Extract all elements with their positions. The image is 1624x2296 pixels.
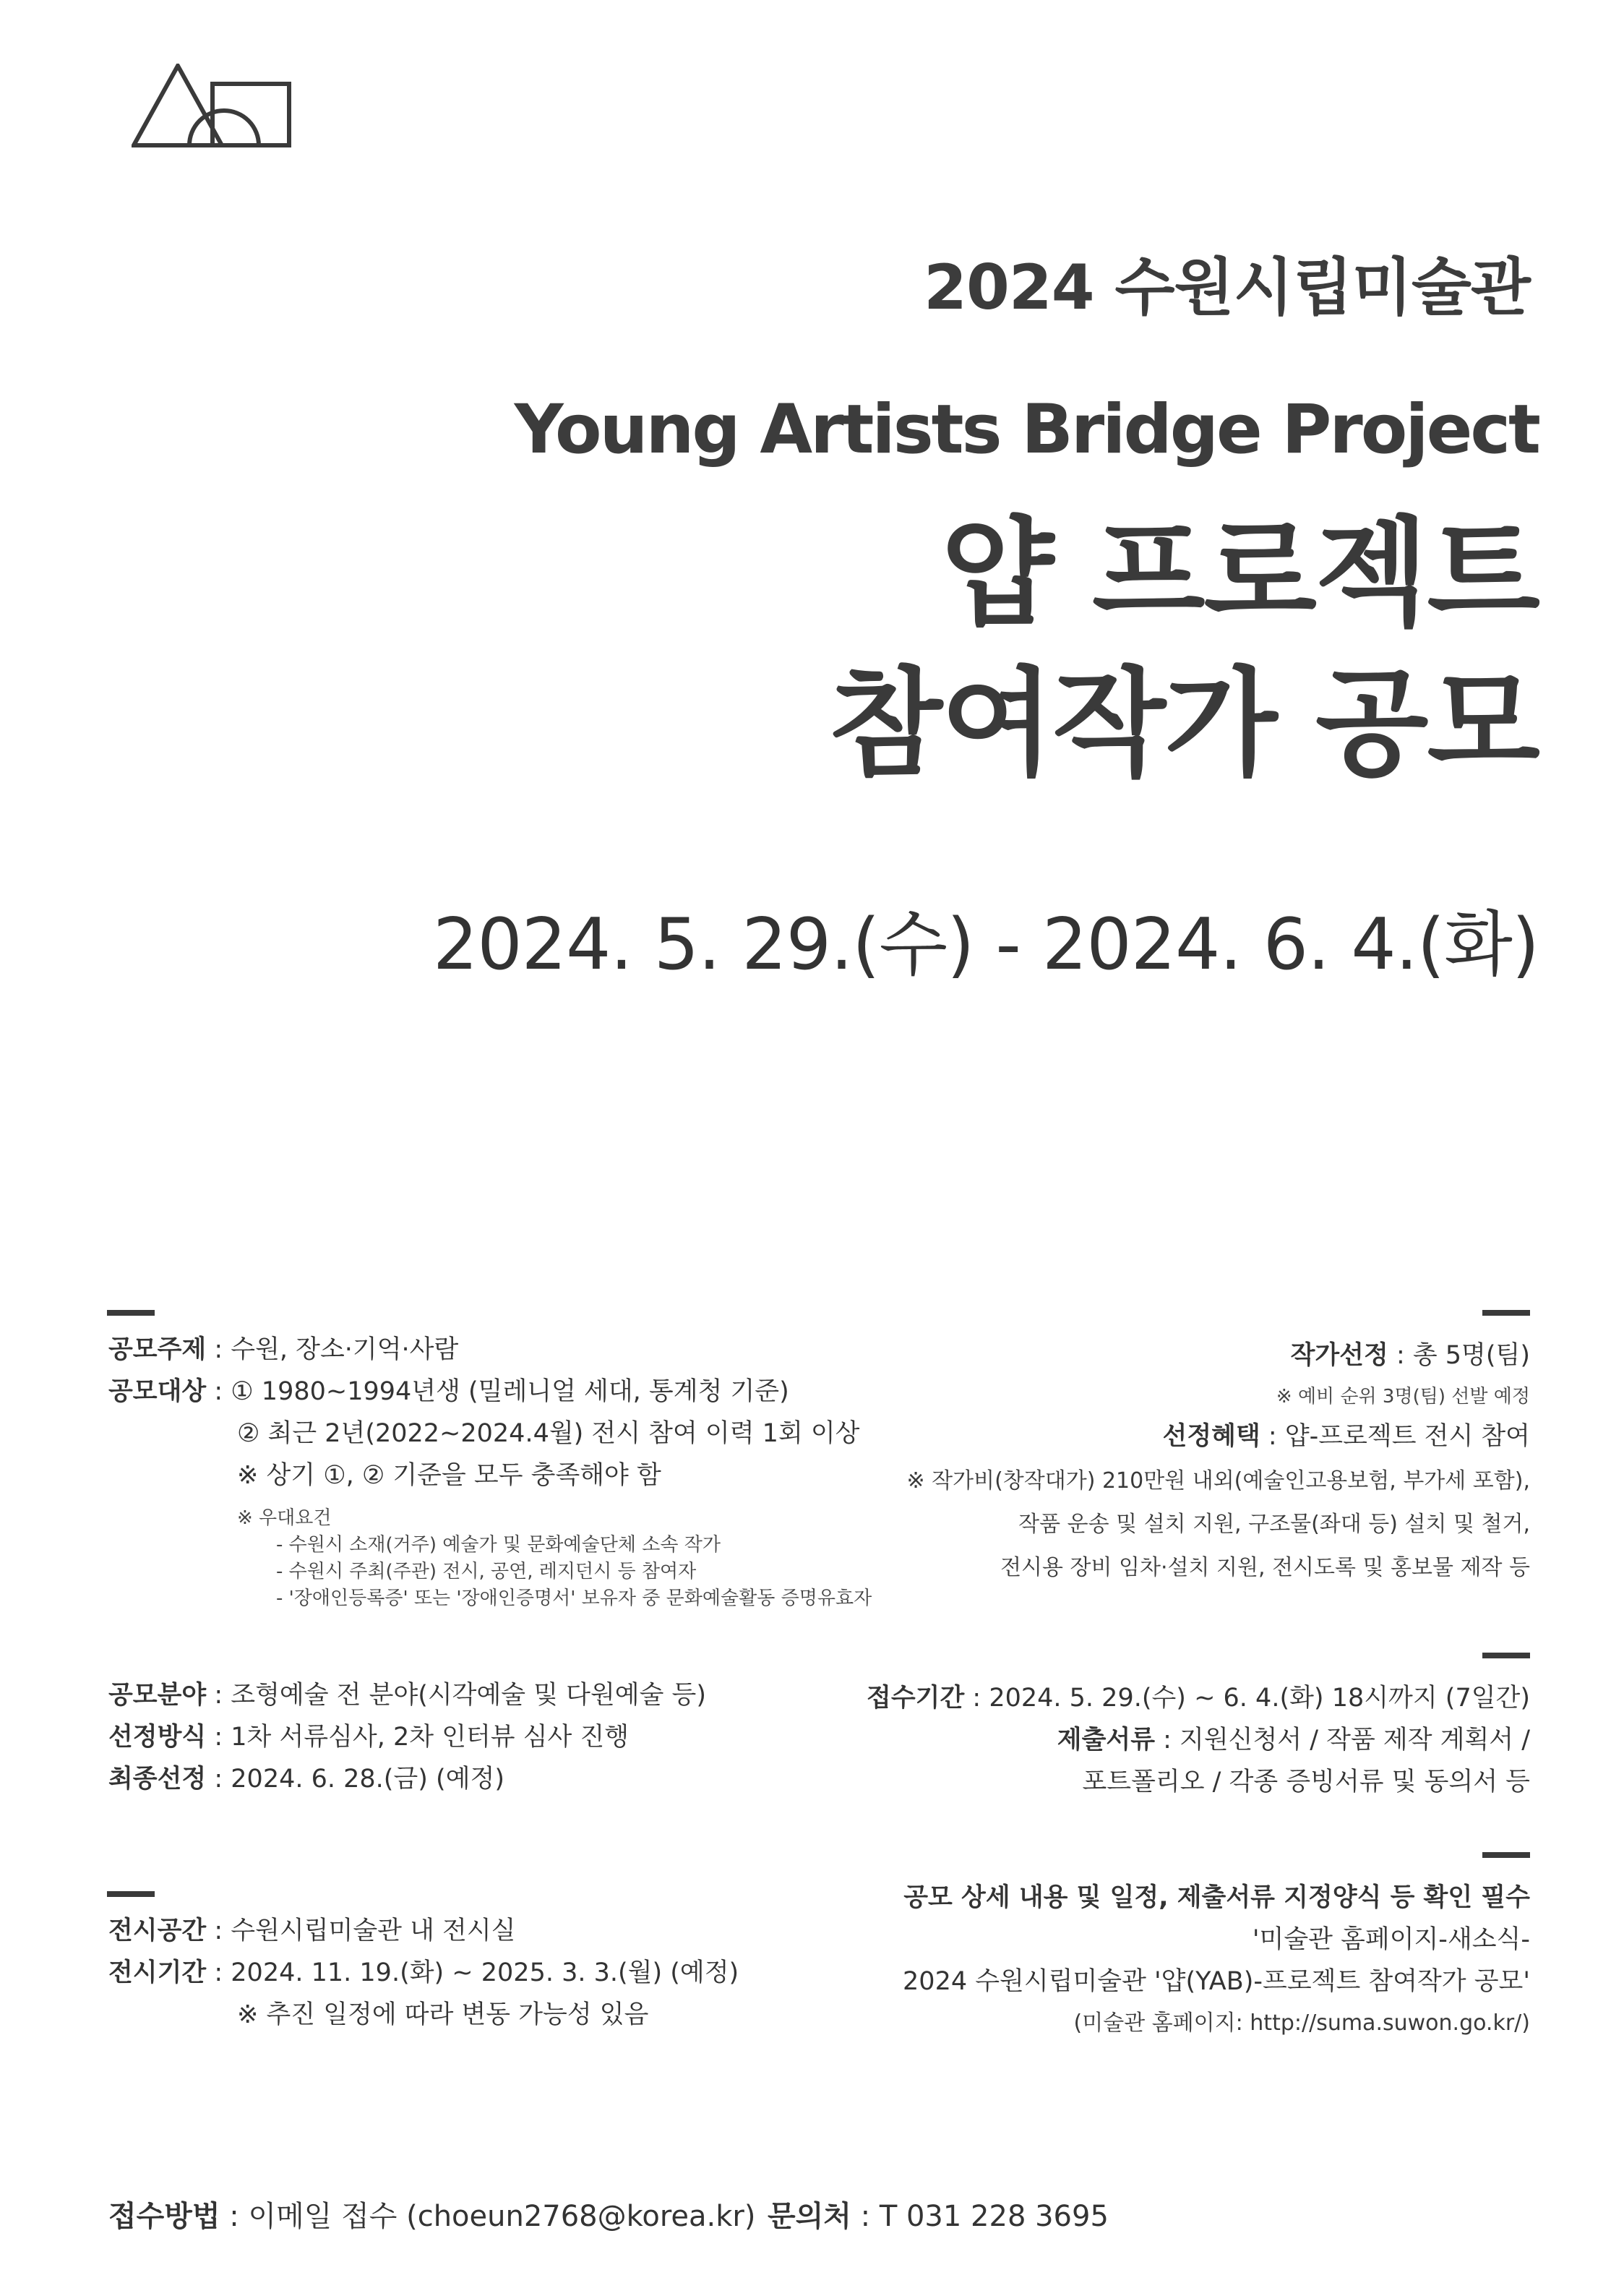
final-value: : 2024. 6. 28.(금) (예정) [206,1765,504,1794]
expo-period-row [108,1952,739,1994]
info-line1: '미술관 홈페이지-새소식- [1252,1925,1530,1954]
theme-row [108,1329,458,1371]
target-label: 공모대상 [108,1377,207,1406]
receipt-row [867,1677,1530,1719]
info-line3: (미술관 홈페이지: http://suma.suwon.go.kr/) [1073,2010,1530,2036]
preference-title: ※ 우대요건 [237,1507,332,1529]
method-label: 선정방식 [108,1723,207,1752]
benefit-value: : 얍-프로젝트 전시 참여 [1260,1422,1530,1451]
field-value: : 조형예술 전 분야(시각예술 및 다원예술 등) [206,1681,707,1710]
method-value: : 1차 서류심사, 2차 인터뷰 심사 진행 [206,1723,630,1752]
contact [768,2193,1109,2235]
target-line3: ※ 상기 ①, ② 기준을 모두 충족해야 함 [237,1461,661,1490]
korean-title-line1: 얍 프로젝트 [941,506,1539,642]
field-label: 공모분야 [108,1681,207,1710]
contact-label: 문의처 [768,2200,851,2233]
section-divider [107,1891,155,1897]
info-line2: 2024 수원시립미술관 '얍(YAB)-프로젝트 참여작가 공모' [903,1967,1530,1996]
docs-row [1057,1719,1530,1761]
expo-period-label: 전시기간 [108,1958,207,1987]
expo-period-value: : 2024. 11. 19.(화) ~ 2025. 3. 3.(월) (예정) [206,1958,739,1987]
museum-logo [132,64,292,147]
benefit-row [1163,1415,1530,1457]
theme-label: 공모주제 [108,1335,207,1364]
space-label: 전시공간 [108,1916,207,1945]
target-line2: ② 최근 2년(2022~2024.4월) 전시 참여 이력 1회 이상 [237,1419,860,1448]
theme-value: : 수원, 장소·기억·사람 [206,1335,459,1364]
year-title: 2024 수원시립미술관 [924,252,1530,324]
field-row [108,1674,706,1716]
docs-label: 제출서류 [1057,1726,1156,1755]
receipt-label: 접수기간 [867,1684,965,1713]
final-label: 최종선정 [108,1765,207,1794]
preference-item: - 수원시 주최(주관) 전시, 공연, 레지던시 등 참여자 [276,1561,697,1582]
method-row [108,1716,629,1758]
space-value: : 수원시립미술관 내 전시실 [206,1916,516,1945]
section-divider [1482,1852,1530,1858]
apply-label: 접수방법 [108,2200,220,2233]
benefit-line2: 작품 운송 및 설치 지원, 구조물(좌대 등) 설치 및 철거, [1018,1512,1530,1537]
select-row [1291,1335,1530,1376]
select-note: ※ 예비 순위 3명(팀) 선발 예정 [1276,1386,1530,1408]
apply-method [108,2193,755,2235]
korean-title [830,499,1539,800]
section-divider [1482,1310,1530,1316]
preference-item: - '장애인등록증' 또는 '장애인증명서' 보유자 중 문화예술활동 증명유효자 [276,1588,872,1609]
english-title: Young Artists Bridge Project [514,390,1539,469]
korean-title-line2: 참여작가 공모 [829,656,1539,792]
benefit-line3: 전시용 장비 임차·설치 지원, 전시도록 및 홍보물 제작 등 [1000,1555,1530,1580]
expo-note: ※ 추진 일정에 따라 변동 가능성 있음 [237,2000,649,2029]
section-divider [107,1310,155,1316]
apply-value: : 이메일 접수 (choeun2768@korea.kr) [220,2200,756,2233]
section-divider [1482,1653,1530,1658]
benefit-line1: ※ 작가비(창작대가) 210만원 내외(예술인고용보험, 부가세 포함), [906,1468,1530,1494]
docs-line2: 포트폴리오 / 각종 증빙서류 및 동의서 등 [1082,1768,1530,1796]
select-value: : 총 5명(팀) [1388,1341,1530,1370]
space-row [108,1910,515,1952]
docs-value: : 지원신청서 / 작품 제작 계획서 / [1155,1726,1530,1755]
select-label: 작가선정 [1290,1341,1388,1370]
target-row [108,1371,789,1413]
benefit-label: 선정혜택 [1162,1422,1260,1451]
preference-item: - 수원시 소재(거주) 예술가 및 문화예술단체 소속 작가 [276,1534,721,1556]
target-line1: : ① 1980~1994년생 (밀레니얼 세대, 통계청 기준) [206,1377,789,1406]
receipt-value: : 2024. 5. 29.(수) ~ 6. 4.(화) 18시까지 (7일간) [964,1684,1530,1713]
application-period: 2024. 5. 29.(수) - 2024. 6. 4.(화) [432,904,1539,986]
info-title: 공모 상세 내용 및 일정, 제출서류 지정양식 등 확인 필수 [903,1883,1530,1912]
final-row [108,1758,504,1800]
contact-value: : T 031 228 3695 [851,2200,1109,2233]
